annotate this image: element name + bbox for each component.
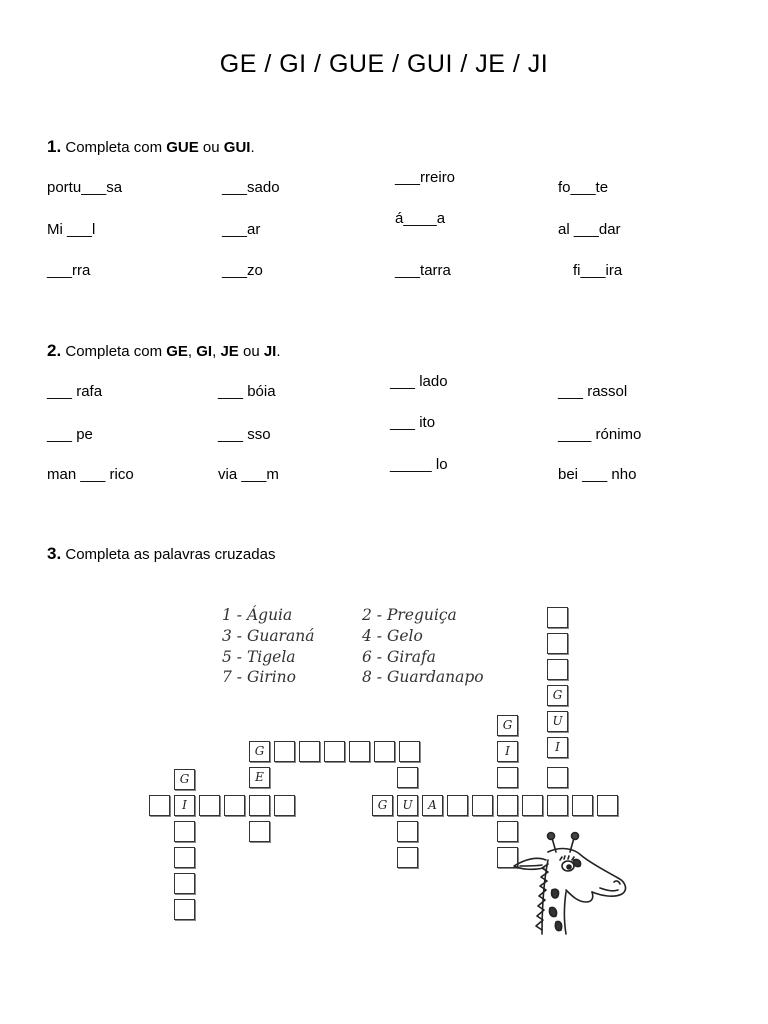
crossword-cell[interactable]	[547, 607, 568, 628]
exercise-word: ___rra	[47, 262, 91, 279]
section1-heading	[47, 137, 255, 157]
crossword-cell[interactable]	[547, 659, 568, 680]
section1-number: 1.	[47, 137, 62, 156]
crossword-cell[interactable]: I	[174, 795, 195, 816]
crossword-cell[interactable]: A	[422, 795, 443, 816]
section2-end: .	[276, 343, 281, 360]
crossword-cell[interactable]	[397, 821, 418, 842]
section2-option-gi: GI	[196, 343, 213, 360]
exercise-word: ___ rassol	[558, 383, 628, 400]
crossword-clue: 2 - Preguiça	[362, 606, 457, 624]
crossword-cell[interactable]	[249, 795, 270, 816]
section2-heading	[47, 341, 281, 361]
exercise-word: al ___dar	[558, 221, 621, 238]
crossword-cell[interactable]	[547, 795, 568, 816]
crossword-cell[interactable]	[397, 847, 418, 868]
crossword-cell[interactable]	[174, 873, 195, 894]
section1-option-gui: GUI	[223, 139, 251, 156]
exercise-word: ___ar	[222, 221, 261, 238]
crossword-cell[interactable]: U	[547, 711, 568, 732]
exercise-word: portu___sa	[47, 179, 123, 196]
section2-number: 2.	[47, 341, 62, 360]
exercise-word: man ___ rico	[47, 466, 134, 483]
crossword-cell[interactable]	[324, 741, 345, 762]
exercise-word: ___ pe	[47, 426, 93, 443]
section2-option-ge: GE	[166, 343, 188, 360]
crossword-cell[interactable]: G	[497, 715, 518, 736]
exercise-word: ___ sso	[218, 426, 271, 443]
crossword-cell[interactable]: G	[249, 741, 270, 762]
page-title: GE / GI / GUE / GUI / JE / JI	[219, 50, 549, 78]
crossword-clue: 7 - Girino	[222, 668, 296, 686]
crossword-cell[interactable]	[274, 741, 295, 762]
exercise-word: ___rreiro	[395, 169, 456, 186]
crossword-cell[interactable]	[447, 795, 468, 816]
crossword-cell[interactable]	[497, 767, 518, 788]
crossword-cell[interactable]: G	[174, 769, 195, 790]
exercise-word: _____ lo	[390, 456, 448, 473]
crossword-cell[interactable]	[149, 795, 170, 816]
exercise-word: Mi ___l	[47, 221, 96, 238]
crossword-clue: 1 - Águia	[222, 606, 293, 624]
crossword-clue: 6 - Girafa	[362, 648, 436, 666]
giraffe-illustration	[508, 830, 638, 940]
crossword-cell[interactable]: G	[547, 685, 568, 706]
exercise-word: via ___m	[218, 466, 279, 483]
crossword-cell[interactable]	[547, 633, 568, 654]
exercise-word: ___zo	[222, 262, 263, 279]
crossword-cell[interactable]	[199, 795, 220, 816]
exercise-word: ___sado	[222, 179, 280, 196]
crossword-cell[interactable]	[349, 741, 370, 762]
crossword-cell[interactable]	[174, 847, 195, 868]
crossword-clue: 4 - Gelo	[362, 627, 423, 645]
section2-option-ji: JI	[263, 343, 277, 360]
crossword-cell[interactable]	[547, 767, 568, 788]
section2-sep: ,	[187, 343, 193, 360]
section2-option-je: JE	[220, 343, 239, 360]
crossword-cell[interactable]	[174, 821, 195, 842]
crossword-cell[interactable]	[224, 795, 245, 816]
crossword-cell[interactable]: I	[497, 741, 518, 762]
section3-heading	[47, 544, 275, 564]
exercise-word: fo___te	[558, 179, 609, 196]
crossword-cell[interactable]	[497, 795, 518, 816]
exercise-word: á____a	[395, 210, 446, 227]
section1-end: .	[250, 139, 255, 156]
exercise-word: fi___ira	[573, 262, 623, 279]
crossword-clue: 5 - Tigela	[222, 648, 296, 666]
crossword-cell[interactable]	[597, 795, 618, 816]
crossword-cell[interactable]	[274, 795, 295, 816]
crossword-cell[interactable]	[399, 741, 420, 762]
crossword-cell[interactable]: G	[372, 795, 393, 816]
exercise-word: ___ lado	[390, 373, 448, 390]
crossword-cell[interactable]: U	[397, 795, 418, 816]
crossword-cell[interactable]	[522, 795, 543, 816]
exercise-word: ___ bóia	[218, 383, 276, 400]
exercise-word: bei ___ nho	[558, 466, 637, 483]
exercise-word: ___ rafa	[47, 383, 103, 400]
section2-conj: ou	[242, 343, 260, 360]
exercise-word: ___tarra	[395, 262, 451, 279]
section1-option-gue: GUE	[166, 139, 199, 156]
crossword-cell[interactable]	[174, 899, 195, 920]
crossword-cell[interactable]: E	[249, 767, 270, 788]
crossword-cell[interactable]	[472, 795, 493, 816]
crossword-cell[interactable]	[299, 741, 320, 762]
crossword-cell[interactable]	[572, 795, 593, 816]
crossword-cell[interactable]	[374, 741, 395, 762]
crossword-clue: 3 - Guaraná	[222, 627, 315, 645]
section3-text: Completa as palavras cruzadas	[65, 546, 276, 563]
section1-prefix: Completa com	[65, 139, 163, 156]
section1-conj: ou	[202, 139, 220, 156]
exercise-word: ____ rónimo	[558, 426, 642, 443]
section2-prefix: Completa com	[65, 343, 163, 360]
section2-sep: ,	[212, 343, 217, 360]
crossword-cell[interactable]: I	[547, 737, 568, 758]
crossword-cell[interactable]	[397, 767, 418, 788]
section3-number: 3.	[47, 544, 62, 563]
exercise-word: ___ ito	[390, 414, 436, 431]
crossword-clue: 8 - Guardanapo	[362, 668, 484, 686]
crossword-cell[interactable]	[249, 821, 270, 842]
